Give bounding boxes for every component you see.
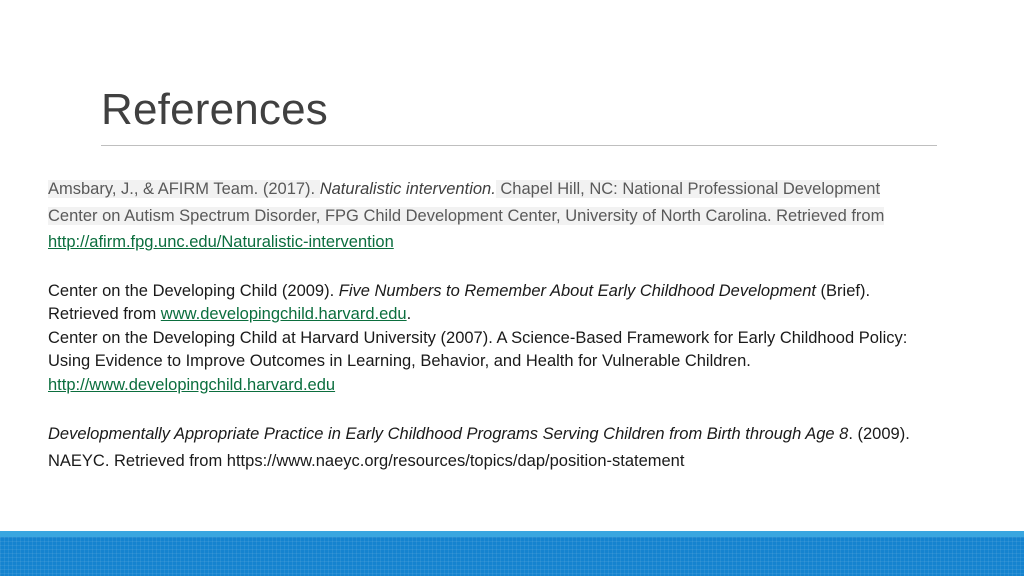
title-divider: [101, 145, 937, 146]
reference-line: [48, 176, 988, 203]
spacer: [48, 397, 988, 421]
reference-title: Naturalistic intervention.: [319, 180, 496, 198]
reference-line: [48, 303, 988, 327]
reference-line: [48, 374, 988, 398]
reference-line: [48, 280, 988, 304]
reference-period: .: [406, 305, 412, 323]
spacer: [48, 256, 988, 280]
footer-bar: [0, 537, 1024, 576]
reference-line: [48, 229, 988, 256]
reference-line: [48, 421, 988, 448]
slide-title: References: [101, 85, 329, 134]
developingchild-full-link[interactable]: http://www.developingchild.harvard.edu: [48, 375, 336, 394]
reference-publisher-cont: Center on Autism Spectrum Disorder, FPG Child Development Center, University of North Carolina. Retrieved from: [48, 206, 885, 225]
reference-authors: Amsbary, J., & AFIRM Team. (2017).: [48, 180, 320, 198]
reference-five-numbers: [48, 280, 988, 327]
reference-title: Five Numbers to Remember About Early Childhood Development: [338, 281, 816, 300]
reference-line: [48, 203, 988, 230]
reference-line: Using Evidence to Improve Outcomes in Learning, Behavior, and Health for Vulnerable Children.: [48, 352, 751, 370]
reference-title: Developmentally Appropriate Practice in Early Childhood Programs Serving Children from Birth through Age 8: [48, 425, 849, 443]
reference-retrieved: Retrieved from: [48, 305, 161, 323]
developingchild-link[interactable]: www.developingchild.harvard.edu: [160, 305, 407, 323]
reference-authors: Center on the Developing Child (2009).: [48, 281, 339, 300]
reference-suffix: (Brief).: [815, 281, 871, 300]
afirm-link[interactable]: http://afirm.fpg.unc.edu/Naturalistic-intervention: [48, 233, 394, 251]
reference-naeyc: [48, 421, 988, 474]
references-list: [48, 176, 988, 474]
reference-year: . (2009).: [848, 425, 910, 443]
reference-line: Center on the Developing Child at Harvard University (2007). A Science-Based Framework for Early Childhood Policy:: [48, 328, 908, 347]
reference-publisher: Chapel Hill, NC: National Professional Development: [495, 180, 881, 198]
reference-science-framework: [48, 327, 988, 398]
reference-afirm: [48, 176, 988, 256]
reference-line: NAEYC. Retrieved from https://www.naeyc.org/resources/topics/dap/position-statement: [48, 451, 685, 470]
